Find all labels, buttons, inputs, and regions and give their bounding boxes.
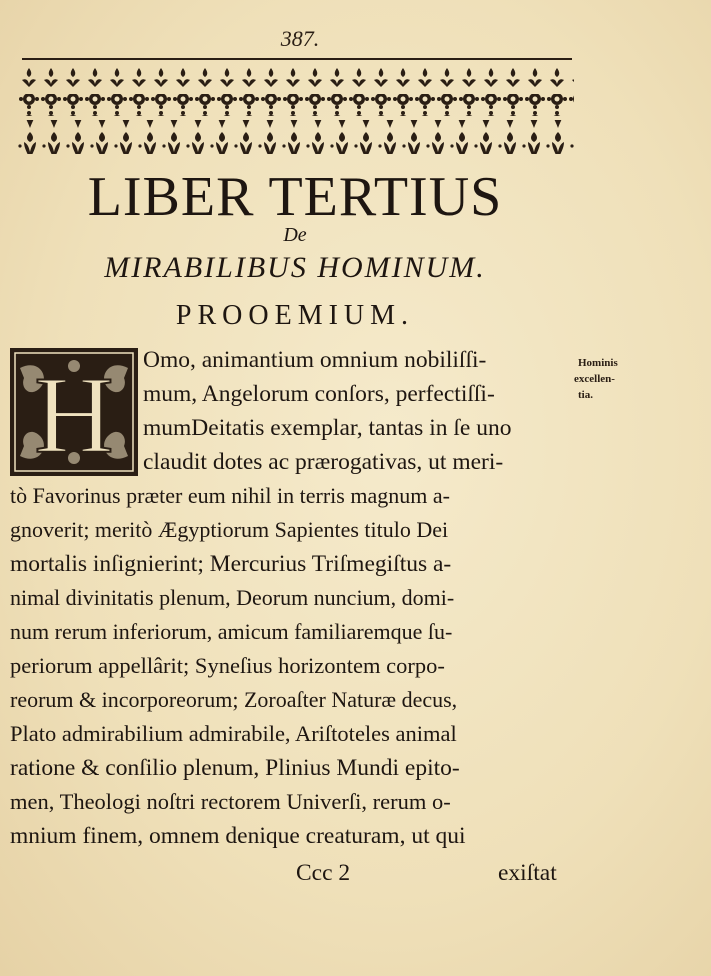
text-line-4: claudit dotes ac prærogativas, ut meri- <box>143 449 504 475</box>
text-line-2: mum, Angelorum conſors, perfectiſſi- <box>143 381 495 407</box>
text-line-8: nimal divinitatis plenum, Deorum nuncium, domi- <box>10 585 455 610</box>
text-line-15: mnium finem, omnem denique creaturam, ut qui <box>10 823 466 849</box>
text-line-3: mumDeitatis exemplar, tantas in ſe uno <box>143 415 512 441</box>
text-line-5: tò Favorinus præter eum nihil in terris magnum a- <box>10 483 450 508</box>
header-rule <box>22 58 572 60</box>
book-title: LIBER TERTIUS <box>87 166 503 228</box>
section-heading: PROOEMIUM. <box>175 300 415 331</box>
text-line-11: reorum & incorporeorum; Zoroaſter Naturæ decus, <box>10 687 458 712</box>
text-line-6: gnoverit; meritò Ægyptiorum Sapientes titulo Dei <box>10 517 449 542</box>
margin-note-line-3: tia. <box>578 389 593 401</box>
margin-note-line-2: excellen- <box>574 373 615 385</box>
book-subtitle: MIRABILIBUS HOMINUM. <box>104 251 486 284</box>
text-line-10: periorum appellârit; Syneſius horizontem corpo- <box>10 653 445 678</box>
page-number: 387. <box>280 26 320 51</box>
dropcap-letter: H <box>34 354 114 476</box>
margin-note-line-1: Hominis <box>578 357 618 369</box>
ornate-dropcap <box>10 348 138 476</box>
text-line-1: Omo, animantium omnium nobiliſſi- <box>143 347 487 373</box>
text-line-12: Plato admirabilium admirabile, Ariſtoteles animal <box>10 721 457 746</box>
text-line-7: mortalis inſignierint; Mercurius Triſmegiſtus a- <box>10 551 452 577</box>
text-line-13: ratione & conſilio plenum, Plinius Mundi epito- <box>10 755 460 781</box>
text-line-14: men, Theologi noſtri rectorem Univerſi, rerum o- <box>10 789 451 814</box>
signature-mark: Ccc 2 <box>296 860 351 886</box>
catchword: exiſtat <box>498 860 557 886</box>
text-line-9: num rerum inferiorum, amicum familiaremque ſu- <box>10 619 453 644</box>
decorative-headpiece <box>18 66 574 158</box>
title-connector: De <box>283 224 307 246</box>
